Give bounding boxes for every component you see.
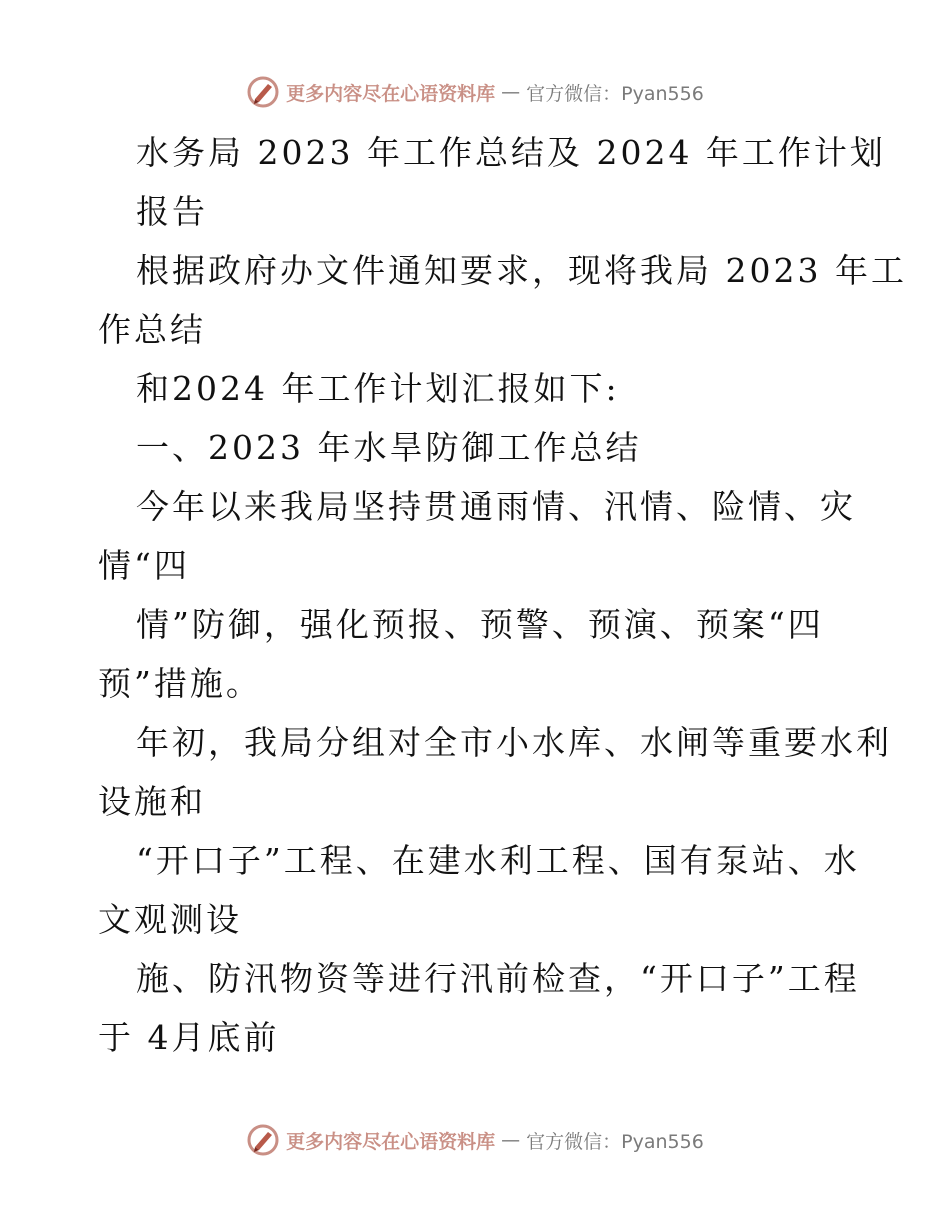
paragraph-line: 今年以来我局坚持贯通雨情、汛情、险情、灾 (136, 487, 856, 526)
document-body (98, 123, 907, 1067)
paragraph-line: 情“四 (98, 546, 190, 585)
paragraph-line: 施、防汛物资等进行汛前检查，“开口子”工程 (136, 959, 860, 998)
paragraph-line: 作总结 (98, 310, 206, 349)
paragraph-line: 预”措施。 (98, 664, 262, 703)
document-title-continued: 报告 (136, 192, 208, 231)
paragraph-line: 设施和 (98, 782, 206, 821)
paragraph-line: 年初，我局分组对全市小水库、水闸等重要水利 (136, 723, 892, 762)
paragraph-line: 根据政府办文件通知要求，现将我局 2023 年工 (136, 251, 907, 290)
paragraph-line: 于 4月底前 (98, 1018, 280, 1057)
pen-circle-logo-icon (246, 75, 280, 109)
watermark-contact-text: 官方微信：Pyan556 (526, 82, 704, 105)
pen-circle-logo-icon (246, 1123, 280, 1157)
paragraph-line: 情”防御，强化预报、预警、预演、预案“四 (136, 605, 824, 644)
watermark-brand-text: 更多内容尽在心语资料库 (286, 82, 496, 105)
section-heading: 一、2023 年水旱防御工作总结 (136, 428, 642, 467)
watermark-brand-text: 更多内容尽在心语资料库 (286, 1130, 496, 1153)
watermark-separator: — (501, 81, 521, 103)
paragraph-line: 文观测设 (98, 900, 242, 939)
paragraph-line: 和2024 年工作计划汇报如下: (136, 369, 620, 408)
watermark-separator: — (501, 1129, 521, 1151)
footer-watermark (0, 1120, 950, 1160)
header-watermark (0, 72, 950, 112)
paragraph-line: “开口子”工程、在建水利工程、国有泵站、水 (136, 841, 860, 880)
document-title: 水务局 2023 年工作总结及 2024 年工作计划 (136, 133, 886, 172)
watermark-contact-text: 官方微信：Pyan556 (526, 1130, 704, 1153)
